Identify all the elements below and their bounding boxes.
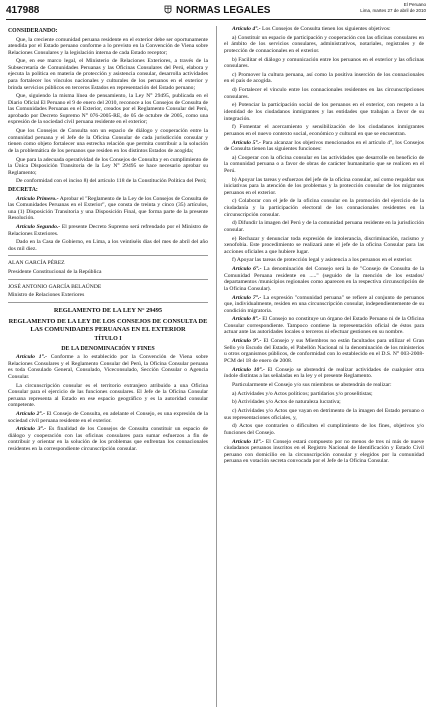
article-label: Artículo 5°.-	[232, 139, 261, 146]
article-label: Artículo 6°.-	[232, 266, 262, 273]
publication-title: NORMAS LEGALES	[176, 5, 271, 16]
article-label: Artículo 3°.-	[16, 426, 47, 433]
considerando-paragraph: Que para la adecuada operatividad de los Consejos de Consulta y en cumplimiento de la Única Disposición Transitoria de la Ley N° 29495 se hace necesario aprobar su Reglamento;	[8, 156, 208, 176]
list-item: d) Fortalecer el vínculo entre los connacionales residentes en las circunscripciones consulares.	[224, 87, 424, 100]
header-rule	[6, 19, 426, 20]
signature-name: ALAN GARCÍA PÉREZ	[8, 260, 65, 267]
article-primero	[8, 196, 208, 222]
article-8	[224, 316, 424, 336]
considerando-paragraph: Que, siguiendo la misma línea de pensamiento, la Ley N° 29495, publicada en el Diario Oficial El Peruano el 9 de enero del 2010, reconoce a los Consejos de Consulta de las Comunidades Peruanas en el Exterior, creados por el Reglamento Consular del Perú, aprobado por Decreto Supremo N° 076-2005-RE, de 05 de octubre de 2005, como una expresión de la sociedad civil peruana residente en el exterior;	[8, 93, 208, 126]
source-info	[360, 2, 426, 13]
left-column	[8, 26, 208, 707]
article-3	[8, 426, 208, 452]
article-label: Artículo Primero.-	[16, 195, 59, 202]
list-item: c) Promover la cultura peruana, así como la positiva inserción de los connacionales en el país de acogida.	[224, 71, 424, 85]
article-1-paragraph: La circunscripción consular es el territorio extranjero atribuido a una Oficina Consular para el ejercicio de las funciones consulares. El Jefe de la Oficina Consular peruana representa al Estado en ese espacio geográfico y es la autoridad consular competente.	[8, 382, 208, 409]
list-item: a) Cooperar con la oficina consular en las actividades que desarrolle en beneficio de la comunidad peruana o a favor de obras de carácter humanitario que se realicen en el Perú.	[224, 154, 424, 174]
article-text: El Consejo se abstendrá de realizar actividades de cualquier otra índole distintas a las señaladas en la ley y el presente Reglamento.	[224, 366, 424, 380]
article-text: El Consejo y sus Miembros no están facultados para utilizar el Gran Sello y/o Escudo del Estado, el Pabellón Nacional ni la denominación de los ministerios u otros organismos públicos, de conformidad con lo establecido en el D.S. N° 003-2008-PCM del 18 de enero de 2008.	[224, 338, 424, 364]
article-text: El Consejo no constituye un órgano del Estado Peruano ni de la Oficina Consular correspondiente. Tampoco contiene la representación oficial de éstos para actuar ante las autoridades locales o terceros ni efectuar gestiones en su nombre.	[224, 316, 424, 336]
article-text: Conforme a lo establecido por la Convención de Viena sobre Relaciones Consulares y el Reglamento Consular del Perú, la Oficina Consular peruana es toda Consulado General, Consulado, Viceconsulado, Sección Consular o Agencia Consular.	[8, 354, 208, 380]
list-item: c) Colaborar con el jefe de la oficina consular en la promoción del ejercicio de la ciudadanía y la participación electoral de los connacionales residentes en la circunscripción consular.	[224, 198, 424, 218]
considerando-paragraph: Que, en ese marco legal, el Ministerio de Relaciones Exteriores, a través de la Subsecretaría de Comunidades Peruanas y las Oficinas Consulares del Perú, elabora y ejecuta la política en materia de protección y asistencia consular, desarrolla actividades para fortalecer los vínculos nacionales y culturales de los peruanos en el exterior y brinda servicios públicos en terceros Estados en representación del Estado peruano;	[8, 58, 208, 91]
article-text: El Consejo estará compuesto por no menos de tres ni más de nueve ciudadanos peruanos inscritos en el Registro Nacional de Identificación y Estado Civil peruano con domicilio en la circunscripción consular y elegidos por la comunidad peruana en votación secreta convocada por el Jefe de la Oficina Consular.	[224, 438, 424, 465]
list-item: a) Actividades y/o Actos políticos; partidarios y/o proselitistas;	[232, 390, 373, 397]
article-label: Artículo 10°.-	[232, 366, 265, 373]
list-item: e) Potenciar la participación social de los peruanos en el exterior, con respeto a la identidad de los ciudadanos inmigrantes y las entidades que trabajan a favor de su integración.	[224, 102, 424, 122]
article-label: Artículo 8°.-	[232, 316, 261, 323]
list-item: c) Actividades y/o Actos que vayan en detrimento de la imagen del Estado peruano o sus representaciones oficiales, y,	[224, 408, 424, 421]
signature-divider	[8, 302, 208, 303]
article-label: Artículo 11°.-	[232, 438, 264, 445]
list-item: f) Fomentar el acercamiento y sensibilización de los ciudadanos inmigrantes peruanos en el nuevo contexto social, económico y cultural en que se encuentran.	[224, 124, 424, 137]
article-6	[224, 266, 424, 292]
article-5	[224, 140, 424, 153]
list-item: f) Apoyar las tareas de protección legal y asistencia a los peruanos en el exterior.	[232, 257, 413, 264]
article-label: Artículo Segundo.-	[16, 224, 61, 231]
column-divider	[216, 26, 217, 707]
article-text: El Consejo de Consulta, en adelante el Consejo, es una expresión de la sociedad civil peruana residente en el exterior.	[8, 411, 208, 424]
considerando-heading: CONSIDERANDO:	[8, 28, 58, 34]
article-text: Aprobar el "Reglamento de la Ley de los Consejos de Consulta de las Comunidades Peruanas en el Exterior", que consta de treinta y cinco (35) artículos, una (1) Disposición Transitoria y una Disposición Final, que forma parte de la presente Resolución.	[8, 195, 208, 222]
signature-role: Presidente Constitucional de la República	[8, 269, 102, 276]
reglamento-subtitle: REGLAMENTO DE LA LEY DE LOS CONSEJOS DE CONSULTA DE LAS COMUNIDADES PERUANAS EN EL EXTERIOR	[8, 318, 208, 333]
article-7	[224, 295, 424, 315]
article-text: Los Consejos de Consulta tienen los siguientes objetivos:	[260, 26, 391, 32]
list-item: b) Facilitar el diálogo y comunicación entre los peruanos en el exterior y las oficinas consulares.	[224, 56, 424, 70]
list-item: b) Actividades y/o Actos de naturaleza lucrativa;	[232, 399, 341, 406]
right-column	[224, 26, 424, 707]
article-9	[224, 338, 424, 364]
dado-paragraph: Dado en la Casa de Gobierno, en Lima, a los veintiséis días del mes de abril del año dos mil diez.	[8, 239, 208, 252]
source-date: Lima, martes 27 de abril de 2010	[360, 7, 426, 13]
article-label: Artículo 4°.-	[232, 26, 261, 32]
signature-name: JOSÉ ANTONIO GARCÍA BELAÚNDE	[8, 283, 102, 290]
article-text: Para alcanzar los objetivos mencionados en el artículo 4°, los Consejos de Consulta tienen las siguientes funciones:	[224, 139, 424, 153]
article-label: Artículo 7°.-	[232, 294, 262, 301]
signature-divider	[8, 279, 208, 280]
considerando-paragraph: De conformidad con el inciso 8) del artículo 118 de la Constitución Política del Perú;	[16, 178, 207, 185]
article-label: Artículo 9°.-	[232, 338, 262, 345]
decreta-heading: DECRETA:	[8, 187, 38, 194]
article-text: La expresión "comunidad peruana" se refiere al conjunto de peruanos que, individualmente, residen en una circunscripción consular, independientemente de su condición migratoria.	[224, 294, 424, 314]
article-label: Artículo 1°.-	[16, 354, 48, 361]
article-label: Artículo 2°.-	[16, 411, 45, 418]
signature-divider	[8, 255, 208, 256]
signature-role: Ministro de Relaciones Exteriores	[8, 292, 85, 299]
list-item: a) Constituir un espacio de participación y cooperación con las oficinas consulares en el ámbito de los servicios consulares, administrativos, notariales, registrales y de protección de connacionales en el exterior.	[224, 34, 424, 54]
article-segundo	[8, 224, 208, 237]
article-text: El presente Decreto Supremo será refrendado por el Ministro de Relaciones Exteriores.	[8, 224, 208, 237]
article-10-paragraph: Particularmente el Consejo y/o sus miembros se abstendrán de realizar:	[232, 381, 392, 388]
source-name: El Peruano	[403, 2, 426, 7]
list-item: b) Apoyar las tareas y esfuerzos del jefe de la oficina consular, así como respaldar sus iniciativas para la atención de los problemas y la protección consular de los migrantes peruanos en el exterior.	[224, 176, 424, 196]
page-number: 417988	[6, 5, 40, 16]
considerando-paragraph: Que, la creciente comunidad peruana residente en el exterior debe ser oportunamente atendida por el Estado peruano conforme a lo previsto en la Convención de Viena sobre Relaciones Consulares y la legislación interna de cada Estado receptor;	[8, 36, 208, 56]
article-2	[8, 411, 208, 424]
article-10	[224, 367, 424, 380]
article-4	[224, 26, 424, 33]
article-1	[8, 354, 208, 380]
list-item: e) Rechazar y denunciar toda expresión de intolerancia, discriminación, racismo y xenofobia. Este procedimiento se realizará ante el jefe de la oficina Consular para las acciones oficiales a que hubiere lugar.	[224, 235, 424, 255]
titulo-name: DE LA DENOMINACIÓN Y FINES	[61, 345, 155, 352]
page-header	[0, 0, 432, 22]
coat-of-arms-icon	[164, 5, 172, 15]
article-text: Es finalidad de los Consejos de Consulta constituir un espacio de diálogo y cooperación con las oficinas consulares para sumar esfuerzos a fin de contribuir y orientar en la solución de los problemas que enfrentan los connacionales residentes en la correspondiente circunscripción consular.	[8, 426, 208, 452]
article-11	[224, 439, 424, 465]
reglamento-title: REGLAMENTO DE LA LEY N° 29495	[53, 307, 163, 315]
article-text: La denominación del Consejo será la de "Consejo de Consulta de la Comunidad Peruana residente en ....." (seguido de la mención de los estados/ departamentos /municipios regionales como aparecen en la respectiva circunscripción de la Oficina Consular).	[224, 266, 424, 292]
titulo-heading: TÍTULO I	[94, 336, 122, 343]
list-item: d) Actos que contraríen o dificulten el cumplimiento de los fines, objetivos y/o funciones del Consejo.	[224, 423, 424, 436]
list-item: d) Difundir la imagen del Perú y de la comunidad peruana residente en la jurisdicción consular.	[224, 220, 424, 233]
considerando-paragraph: Que los Consejos de Consulta son un espacio de diálogo y cooperación entre la comunidad peruana y el Jefe de la Oficina Consular de cada jurisdicción consular y tienen como objeto fortalecer una estrecha relación que permita contribuir a la solución de la problemática de los peruanos que residen en los distintos Estados de acogida;	[8, 128, 208, 154]
